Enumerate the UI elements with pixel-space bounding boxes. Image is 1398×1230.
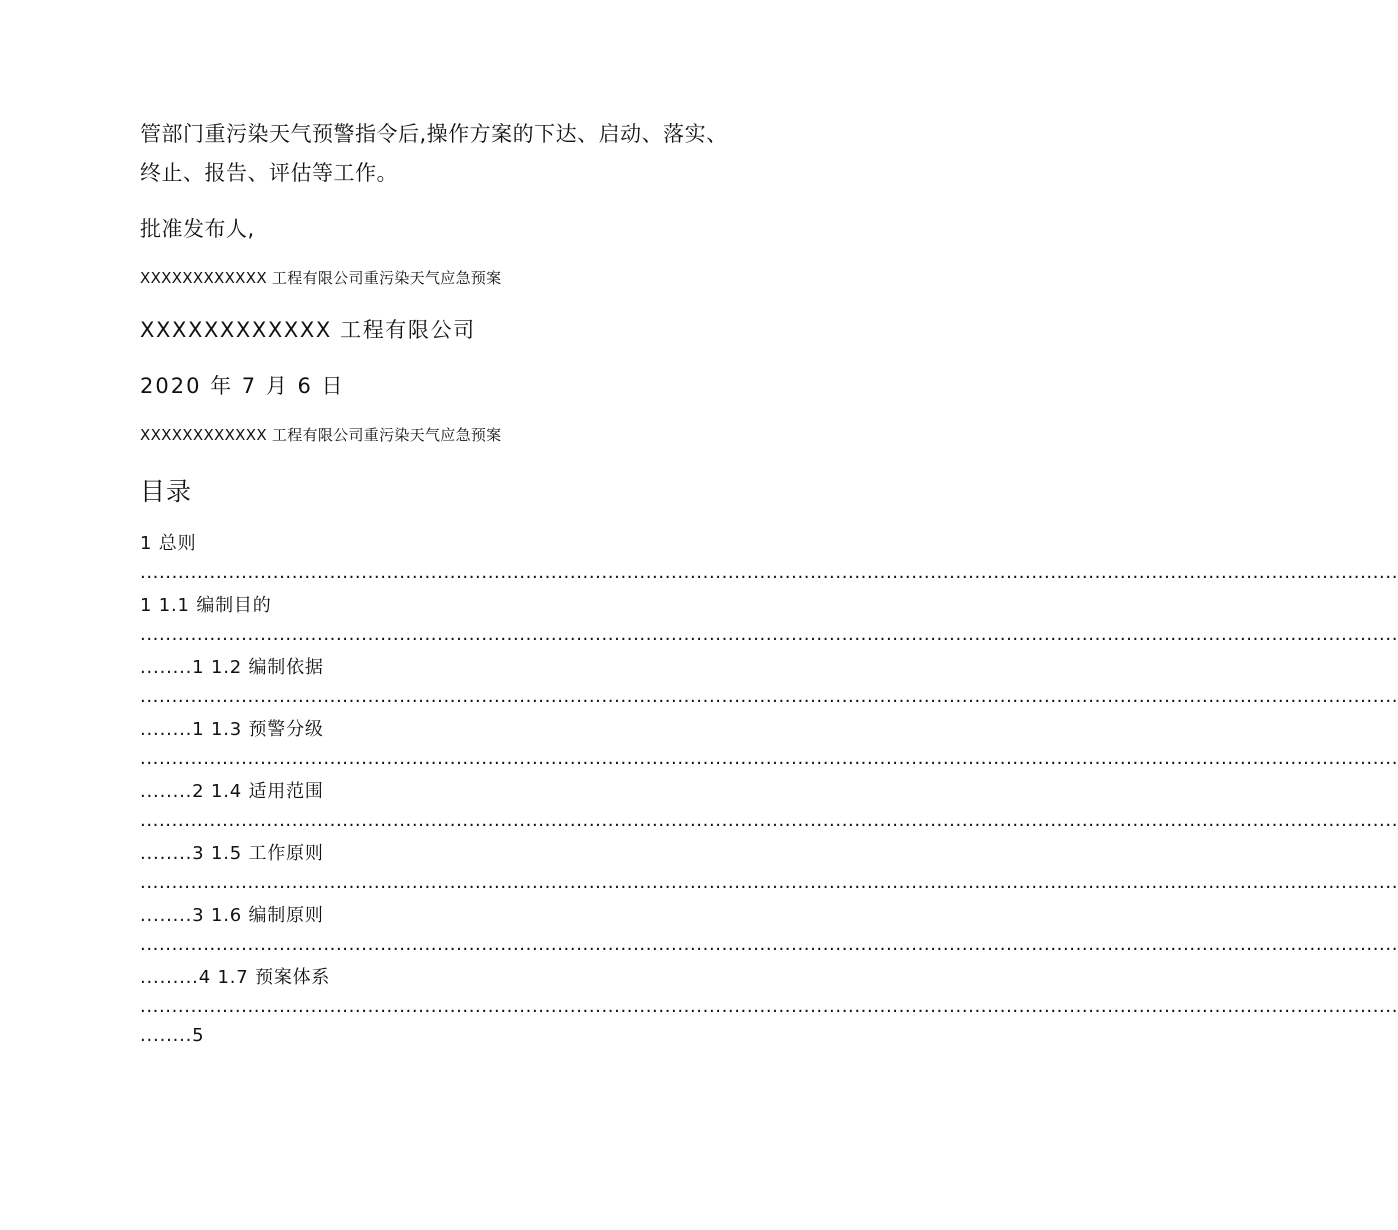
issue-date: 2020 年 7 月 6 日 [140, 374, 345, 398]
approver-label: 批准发布人, [140, 217, 255, 241]
toc-leader-6: ....................................................................................................................................................................................................... [140, 872, 1398, 893]
toc-entry-3[interactable]: ........1 1.2 编制依据 [140, 657, 324, 678]
intro-line-2: 终止、报告、评估等工作。 [140, 161, 398, 185]
company-name: XXXXXXXXXXXX 工程有限公司 [140, 318, 476, 342]
toc-leader-7: ....................................................................................................................................................................................................... [140, 934, 1398, 955]
intro-line-1: 管部门重污染天气预警指令后,操作方案的下达、启动、落实、 [140, 122, 728, 146]
toc-entry-1[interactable]: 1 总则 [140, 533, 197, 554]
toc-entry-6[interactable]: ........3 1.5 工作原则 [140, 843, 324, 864]
toc-entry-8[interactable]: .........4 1.7 预案体系 [140, 967, 331, 988]
toc-entry-5[interactable]: ........2 1.4 适用范围 [140, 781, 324, 802]
toc-leader-1: ....................................................................................................................................................................................................... [140, 562, 1398, 583]
toc-entry-9[interactable]: ........5 [140, 1025, 205, 1046]
document-header-2: XXXXXXXXXXXX 工程有限公司重污染天气应急预案 [140, 426, 502, 444]
toc-title: 目录 [140, 477, 193, 506]
toc-entry-2[interactable]: 1 1.1 编制目的 [140, 595, 272, 616]
toc-leader-4: ....................................................................................................................................................................................................... [140, 748, 1398, 769]
toc-leader-2: ....................................................................................................................................................................................................... [140, 624, 1398, 645]
document-header-1: XXXXXXXXXXXX 工程有限公司重污染天气应急预案 [140, 269, 502, 287]
toc-leader-3: ....................................................................................................................................................................................................... [140, 686, 1398, 707]
toc-leader-8: ....................................................................................................................................................................................................... [140, 996, 1398, 1017]
toc-entry-7[interactable]: ........3 1.6 编制原则 [140, 905, 324, 926]
toc-leader-5: ....................................................................................................................................................................................................... [140, 810, 1398, 831]
toc-entry-4[interactable]: ........1 1.3 预警分级 [140, 719, 324, 740]
